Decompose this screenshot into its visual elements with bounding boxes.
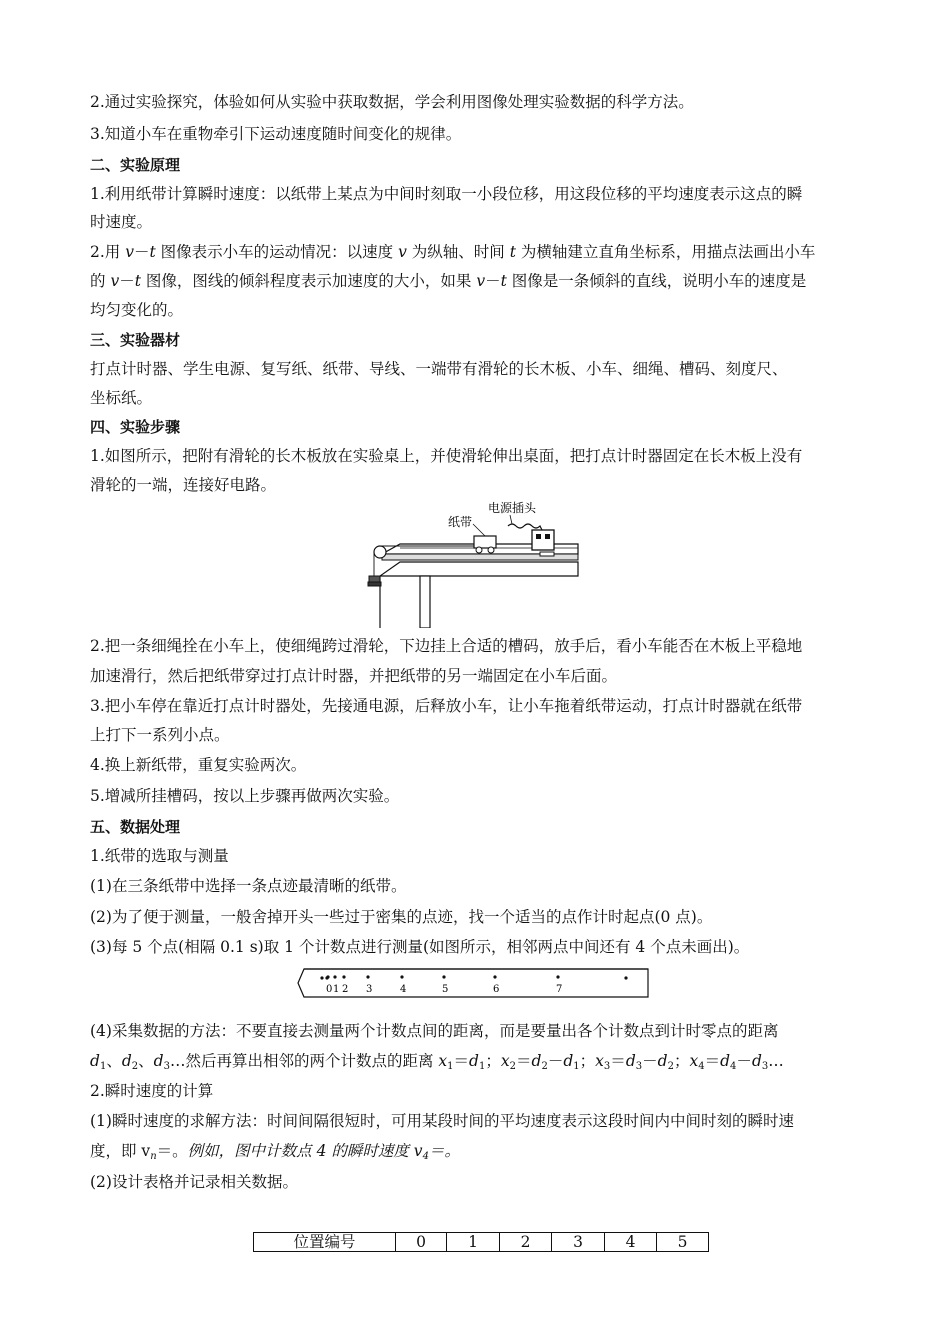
step-4: 4.换上新纸带，重复实验两次。 xyxy=(90,756,307,774)
tape-dot xyxy=(624,976,627,979)
principle-1-line1: 1.利用纸带计算瞬时速度：以纸带上某点为中间时刻取一小段位移，用这段位移的平均速度表示这点的瞬 xyxy=(90,185,803,203)
label-tape: 纸带 xyxy=(448,515,473,529)
table-header-cell: 位置编号 xyxy=(254,1233,396,1252)
data-1-4-line1: (4)采集数据的方法：不要直接去测量两个计数点间的距离，而是要量出各个计数点到计时零点的距离 xyxy=(90,1022,779,1040)
section-heading-principle: 二、实验原理 xyxy=(90,156,181,174)
tape-dot-label: 6 xyxy=(493,984,500,995)
data-2-1-line2: 度，即 $v_n=$。例如，图中计数点 4 的瞬时速度 $v_4=$。 xyxy=(90,1142,460,1162)
principle-2-line1: 2.用 v－t 图像表示小车的运动情况：以速度 v 为纵轴、时间 t 为横轴建立直角坐标系，用描点法画出小车 xyxy=(90,243,816,261)
tape-dot-label: 5 xyxy=(442,984,449,995)
step-5: 5.增减所挂槽码，按以上步骤再做两次实验。 xyxy=(90,787,400,805)
step-2-line2: 加速滑行，然后把纸带穿过打点计时器，并把纸带的另一端固定在小车后面。 xyxy=(90,667,618,685)
tape-dot xyxy=(342,975,345,978)
goal-2: 2.通过实验探究，体验如何从实验中获取数据，学会利用图像处理实验数据的科学方法。 xyxy=(90,93,694,111)
step-1-line2: 滑轮的一端，连接好电路。 xyxy=(90,476,277,494)
section-heading-equipment: 三、实验器材 xyxy=(90,331,181,349)
data-1-2: (2)为了便于测量，一般舍掉开头一些过于密集的点迹，找一个适当的点作计时起点(0 点)。 xyxy=(90,908,713,926)
goal-3: 3.知道小车在重物牵引下运动速度随时间变化的规律。 xyxy=(90,125,462,143)
position-table xyxy=(253,1232,709,1252)
tape-dot-label: 2 xyxy=(342,984,349,995)
section-heading-data: 五、数据处理 xyxy=(90,818,181,836)
equipment-line2: 坐标纸。 xyxy=(90,389,153,407)
tape-dot xyxy=(366,975,369,978)
table-cell: 2 xyxy=(500,1233,552,1252)
ticker-tape-figure xyxy=(296,967,652,1001)
step-1-line1: 1.如图所示，把附有滑轮的长木板放在实验桌上，并使滑轮伸出桌面，把打点计时器固定在长木板上没有 xyxy=(90,447,803,465)
data-1-title: 1.纸带的选取与测量 xyxy=(90,847,229,865)
tape-dot xyxy=(442,975,445,978)
step-3-line2: 上打下一系列小点。 xyxy=(90,726,230,744)
tape-dot-label: 0 xyxy=(326,984,333,995)
tape-dot xyxy=(333,975,336,978)
equipment-line1: 打点计时器、学生电源、复写纸、纸带、导线、一端带有滑轮的长木板、小车、细绳、槽码、刻度尺、 xyxy=(90,360,788,378)
data-2-title: 2.瞬时速度的计算 xyxy=(90,1082,214,1100)
table-cell: 5 xyxy=(657,1233,709,1252)
data-2-2: (2)设计表格并记录相关数据。 xyxy=(90,1173,298,1191)
table-cell: 0 xyxy=(396,1233,447,1252)
apparatus-figure xyxy=(360,500,590,628)
table-row xyxy=(254,1233,709,1252)
table-cell: 4 xyxy=(605,1233,657,1252)
tape-dot xyxy=(556,975,559,978)
table-cell: 3 xyxy=(552,1233,605,1252)
principle-2-line3: 均匀变化的。 xyxy=(90,301,184,319)
step-2-line1: 2.把一条细绳拴在小车上，使细绳跨过滑轮，下边挂上合适的槽码，放手后，看小车能否在木板上平稳地 xyxy=(90,637,803,655)
tape-dot xyxy=(320,976,323,979)
principle-1-line2: 时速度。 xyxy=(90,213,153,231)
tape-dot xyxy=(493,975,496,978)
data-1-3: (3)每 5 个点(相隔 0.1 s)取 1 个计数点进行测量(如图所示，相邻两点中间还有 4 个点未画出)。 xyxy=(90,938,750,956)
tape-dot-label: 3 xyxy=(366,984,373,995)
data-2-1-line1: (1)瞬时速度的求解方法：时间间隔很短时，可用某段时间的平均速度表示这段时间内中间时刻的瞬时速 xyxy=(90,1112,794,1130)
data-1-1: (1)在三条纸带中选择一条点迹最清晰的纸带。 xyxy=(90,877,407,895)
step-3-line1: 3.把小车停在靠近打点计时器处，先接通电源，后释放小车，让小车拖着纸带运动，打点计时器就在纸带 xyxy=(90,697,803,715)
tape-dot xyxy=(400,975,403,978)
tape-dot-label: 4 xyxy=(400,984,407,995)
tape-dot-label: 1 xyxy=(333,984,340,995)
tape-dot xyxy=(325,976,328,979)
principle-2-line2: 的 v－t 图像，图线的倾斜程度表示加速度的大小，如果 v－t 图像是一条倾斜的直线，说明小车的速度是 xyxy=(90,272,807,290)
data-1-4-line2: $d_1$、$d_2$、$d_3\dots$然后再算出相邻的两个计数点的距离 $x_1=d_1$；$x_2=d_2-d_1$；$x_3=d_3-d_2$；$x_4=d_4-d_3\dots$ xyxy=(90,1052,784,1072)
tape-dot-label: 7 xyxy=(556,984,563,995)
section-heading-steps: 四、实验步骤 xyxy=(90,418,181,436)
label-plug: 电源插头 xyxy=(488,501,537,515)
table-cell: 1 xyxy=(447,1233,500,1252)
